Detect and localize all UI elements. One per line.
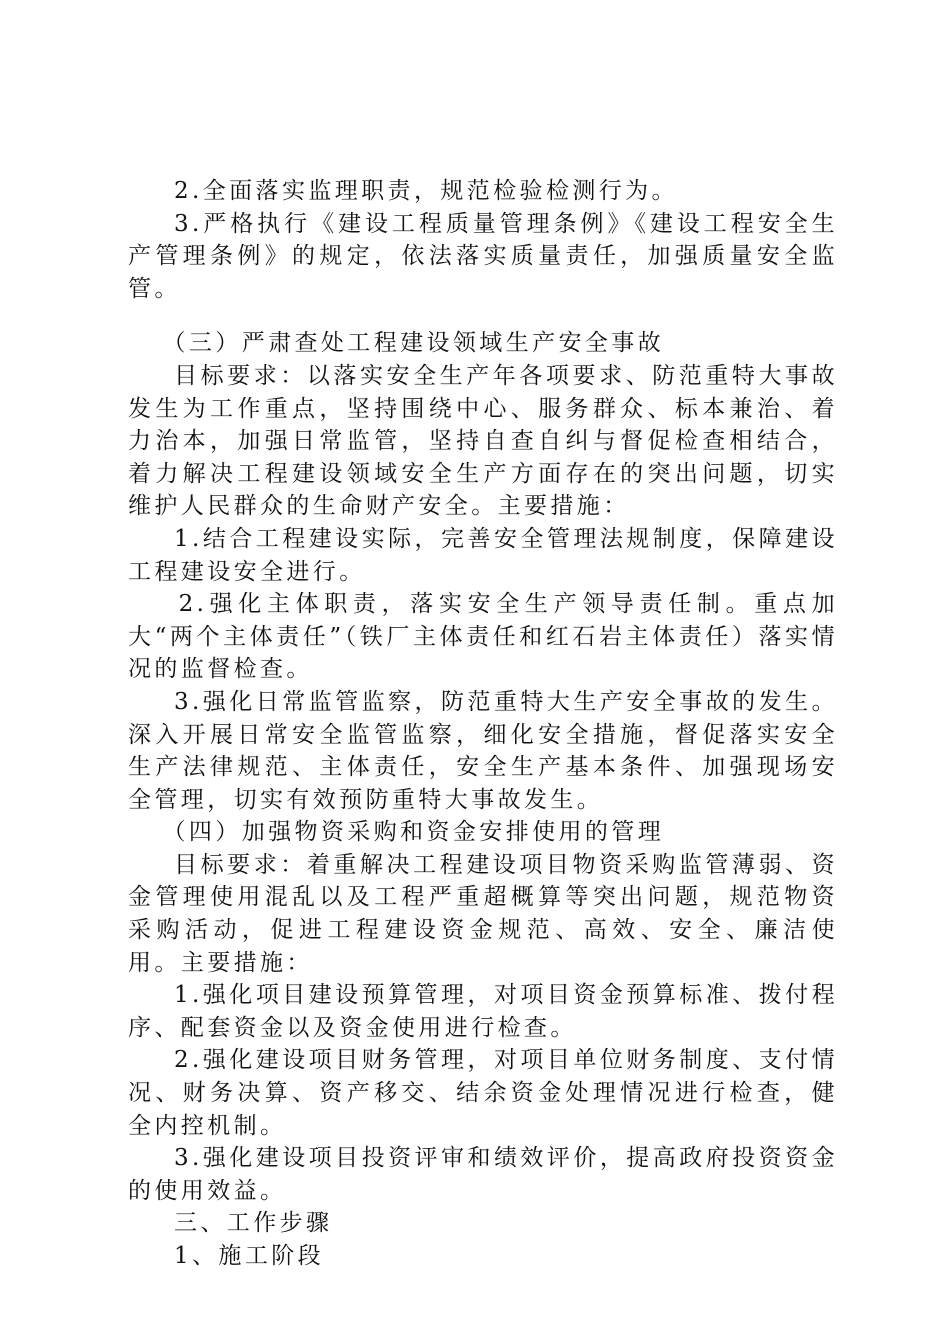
paragraph-safety-goals: 目标要求：以落实安全生产年各项要求、防范重特大事故发生为工作重点，坚持围绕中心、服务群众、标本兼治、着力治本，加强日常监管，坚持自查自纠与督促检查相结合，着力解决工程建设领域安全生产方面存在的突出问题，切实维护人民群众的生命财产安全。主要措施：: [128, 362, 838, 520]
section-heading-3: （三）严肃查处工程建设领域生产安全事故: [162, 330, 665, 357]
paragraph-safety-measure-2: 2.强化主体职责，落实安全生产领导责任制。重点加大“两个主体责任”（铁厂主体责任和红石岩主体责任）落实情况的监督检查。: [128, 591, 838, 683]
paragraph-gap: [128, 305, 838, 327]
paragraph-safety-measure-3: 3.强化日常监管监察，防范重特大生产安全事故的发生。深入开展日常安全监管监察，细化安全措施，督促落实安全生产法律规范、主体责任，安全生产基本条件、加强现场安全管理，切实有效预防重特大事故发生。: [128, 688, 838, 813]
document-body: [128, 175, 838, 1273]
paragraph-procurement-measure-3: 3.强化建设项目投资评审和绩效评价，提高政府投资资金的使用效益。: [128, 1145, 838, 1204]
paragraph-supervision: 2.全面落实监理职责，规范检验检测行为。: [174, 178, 678, 204]
paragraph-safety-measure-1: 1.结合工程建设实际，完善安全管理法规制度，保障建设工程建设安全进行。: [128, 525, 838, 585]
paragraph-procurement-measure-1: 1.强化项目建设预算管理，对项目资金预算标准、拨付程序、配套资金以及资金使用进行检查。: [128, 982, 838, 1041]
paragraph-procurement-goals: 目标要求：着重解决工程建设项目物资采购监管薄弱、资金管理使用混乱以及工程严重超概算等突出问题，规范物资采购活动，促进工程建设资金规范、高效、安全、廉洁使用。主要措施：: [128, 851, 838, 976]
paragraph-procurement-measure-2: 2.强化建设项目财务管理，对项目单位财务制度、支付情况、财务决算、资产移交、结余资金处理情况进行检查，健全内控机制。: [128, 1047, 838, 1139]
subheading-construction-phase: 1、施工阶段: [174, 1243, 325, 1269]
section-heading-work-steps: 三、工作步骤: [174, 1210, 333, 1237]
section-heading-4: （四）加强物资采购和资金安排使用的管理: [162, 819, 665, 846]
paragraph-regulations: 3.严格执行《建设工程质量管理条例》《建设工程安全生产管理条例》的规定，依法落实质量责任，加强质量安全监管。: [128, 210, 838, 302]
